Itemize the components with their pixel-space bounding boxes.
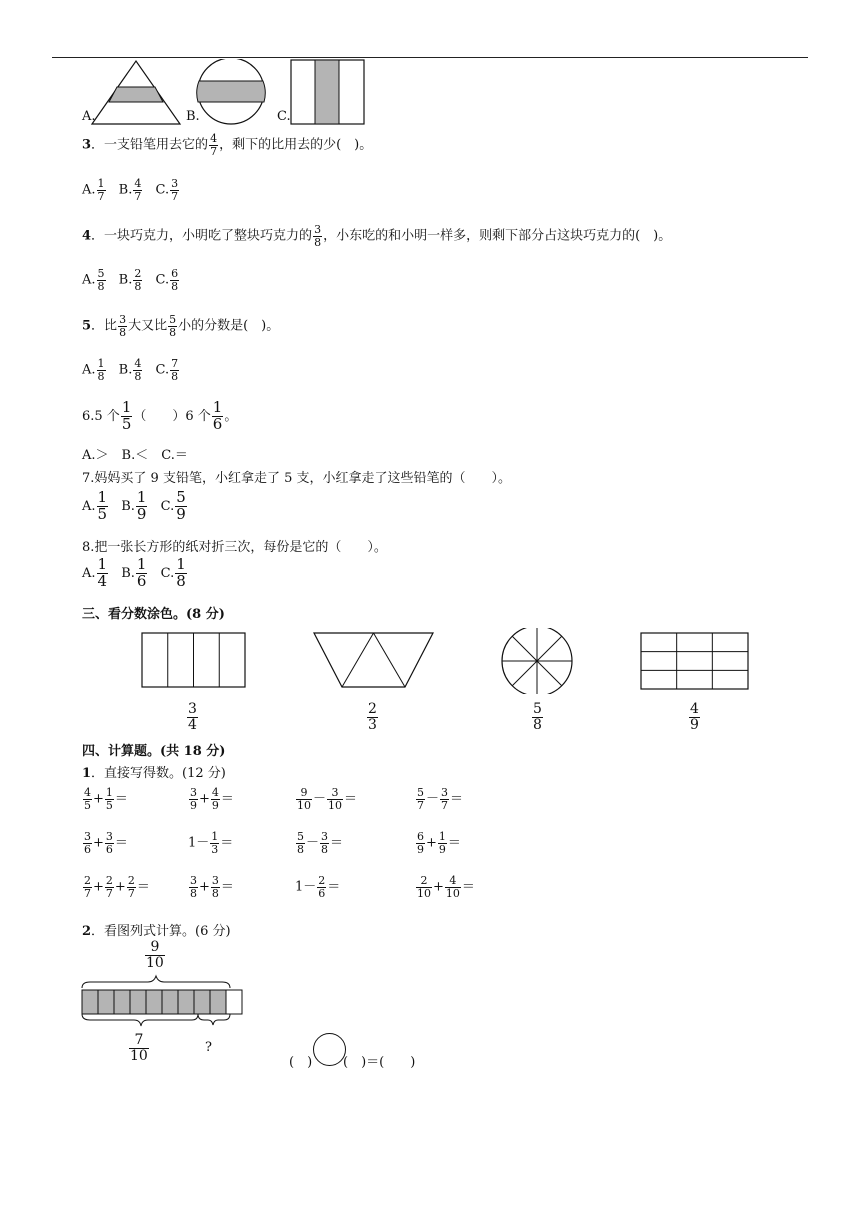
bar-diagram-svg [80, 974, 250, 1034]
calc-expression [82, 875, 150, 899]
q4-number: 4 [82, 228, 92, 244]
q8-option-a: A. $\frac{1}{4}$ [82, 555, 108, 590]
bar-cell-shaded [210, 990, 226, 1014]
q6-fraction-2: $\frac{1}{6}$ [212, 398, 223, 433]
grid-nine-parts [641, 633, 748, 689]
q7-option-b: B. $\frac{1}{9}$ [121, 488, 147, 523]
q8-stem: 8.把一张长方形的纸对折三次，每份是它的（ ）。 [82, 540, 387, 555]
q8-options [82, 557, 196, 590]
q3-text-pre: ．一支铅笔用去它的 [91, 137, 209, 153]
q2-option-c: C. [277, 109, 291, 124]
bar-cell-shaded [130, 990, 146, 1014]
bar-part-fraction: $\frac{7}{10}$ [130, 1032, 148, 1064]
calc-operator: － [313, 791, 327, 807]
q5-fraction-2: $\frac{5}{8}$ [169, 313, 177, 339]
bottom-brace-left [82, 1014, 198, 1026]
section-4-title: 四、计算题。(共 18 分) [82, 744, 226, 759]
bar-cells [82, 990, 242, 1014]
top-brace [82, 976, 230, 988]
calc-fraction: $\frac{4}{5}$ [84, 786, 91, 812]
q4-option-b: B. $\frac{2}{8}$ [118, 267, 142, 293]
calc-operator: + [93, 791, 104, 807]
operator-circle[interactable] [313, 1033, 346, 1066]
calc-fraction: $\frac{1}{3}$ [211, 830, 219, 856]
coloring-label-1: $\frac{3}{4}$ [188, 701, 197, 733]
bar-cell-shaded [98, 990, 114, 1014]
trapezoid-divider [342, 633, 374, 687]
q3-stem [82, 133, 372, 157]
calc-fraction: $\frac{3}{6}$ [105, 830, 113, 856]
calc-expression [415, 787, 463, 811]
calc-operator: 1－ [295, 879, 317, 895]
q5-option-b: B. $\frac{4}{8}$ [118, 357, 142, 383]
section-4-sub-2: 2．看图列式计算。(6 分) [82, 924, 231, 939]
calc-expression [188, 787, 234, 811]
bar-total-fraction: $\frac{9}{10}$ [146, 939, 164, 971]
calc-fraction: $\frac{4}{10}$ [445, 874, 460, 900]
equation-right-blanks[interactable]: ( )＝( ) [343, 1055, 416, 1070]
calc-operator: 1－ [188, 835, 210, 851]
calc-fraction: $\frac{3}{8}$ [190, 874, 197, 900]
calc-fraction: $\frac{2}{7}$ [127, 874, 135, 900]
coloring-figures-svg [130, 628, 770, 694]
calc-operator: ＝ [114, 791, 128, 807]
calc-fraction: $\frac{5}{8}$ [297, 830, 304, 856]
equation-left-blank[interactable]: ( ) [289, 1055, 313, 1070]
calc-fraction: $\frac{2}{10}$ [417, 874, 431, 900]
q2-option-a: A. [82, 109, 96, 124]
q2-figures-svg [82, 59, 372, 125]
bar-cell-shaded [178, 990, 194, 1014]
q7-option-c: C. $\frac{5}{9}$ [160, 488, 186, 523]
q6-fraction-1: $\frac{1}{5}$ [121, 398, 132, 433]
calc-fraction: $\frac{3}{8}$ [321, 830, 329, 856]
q2-figures [82, 59, 372, 125]
q4-options [82, 268, 188, 292]
calc-operator: + [426, 835, 437, 851]
calc-operator: + [114, 879, 126, 895]
bottom-brace-right [198, 1014, 230, 1025]
calc-expression [295, 831, 343, 855]
q8-option-c: C. $\frac{1}{8}$ [160, 555, 186, 590]
calc-expression [415, 831, 461, 855]
coloring-figures [130, 628, 770, 694]
coloring-label-4: $\frac{4}{9}$ [690, 701, 699, 733]
q4-text-post: ，小东吃的和小明一样多，则剩下部分占这块巧克力的( )。 [323, 228, 672, 244]
calc-expression [295, 787, 357, 811]
q4-option-a: A. $\frac{5}{8}$ [82, 267, 105, 293]
calc-fraction: $\frac{3}{10}$ [328, 786, 343, 812]
bar-cell-empty [226, 990, 242, 1014]
q3-options [82, 178, 188, 202]
q4-fraction: $\frac{3}{8}$ [314, 223, 322, 249]
trapezoid-three-parts [314, 633, 433, 687]
q5-stem: 5．比 $\frac{3}{8}$ 大又比 $\frac{5}{8}$ 小的分数是( )。 [82, 313, 280, 339]
rectangle-shaded-band [315, 60, 339, 124]
calc-operator: + [93, 835, 104, 851]
bar-cell-shaded [114, 990, 130, 1014]
calc-operator: ＝ [450, 791, 464, 807]
q4-stem [82, 224, 671, 248]
calc-fraction: $\frac{3}{7}$ [441, 786, 449, 812]
q3-option-a: A. $\frac{1}{7}$ [82, 177, 105, 203]
calc-operator: ＝ [220, 791, 234, 807]
q7-options [82, 490, 196, 523]
q4-option-c: C. $\frac{6}{8}$ [155, 267, 179, 293]
q3-option-c: C. $\frac{3}{7}$ [155, 177, 179, 203]
calc-operator: － [426, 791, 440, 807]
section-3-title: 三、看分数涂色。(8 分) [82, 607, 225, 622]
bar-diagram [80, 974, 250, 1034]
calc-expression [82, 831, 128, 855]
coloring-label-2: $\frac{2}{3}$ [368, 701, 377, 733]
calc-expression [188, 831, 233, 855]
q5-options [82, 358, 188, 382]
section-4-sub-1: 1．直接写得数。(12 分) [82, 766, 226, 781]
calc-operator: － [306, 835, 320, 851]
coloring-label-3: $\frac{5}{8}$ [533, 701, 542, 733]
calc-expression [188, 875, 234, 899]
circle-eight-parts [502, 628, 572, 694]
q3-text-post: ，剩下的比用去的少( )。 [219, 137, 373, 153]
calc-fraction: $\frac{1}{5}$ [105, 786, 113, 812]
calc-operator: + [93, 879, 104, 895]
calc-fraction: $\frac{3}{9}$ [190, 786, 197, 812]
calc-operator: ＝ [447, 835, 461, 851]
bar-cell-shaded [82, 990, 98, 1014]
calc-fraction: $\frac{3}{6}$ [84, 830, 91, 856]
calc-operator: ＝ [344, 791, 358, 807]
calc-operator: ＝ [220, 879, 234, 895]
calc-expression [295, 875, 340, 899]
calc-fraction: $\frac{9}{10}$ [297, 786, 311, 812]
calc-fraction: $\frac{2}{7}$ [84, 874, 91, 900]
calc-operator: + [199, 791, 210, 807]
calc-fraction: $\frac{4}{9}$ [211, 786, 219, 812]
q8-option-b: B. $\frac{1}{6}$ [121, 555, 147, 590]
circle-shaded-band [197, 81, 266, 102]
q5-option-a: A. $\frac{1}{8}$ [82, 357, 105, 383]
q7-stem: 7.妈妈买了 9 支铅笔，小红拿走了 5 支，小红拿走了这些铅笔的（ ）。 [82, 471, 511, 486]
calc-operator: + [433, 879, 444, 895]
q3-fraction: $\frac{4}{7}$ [210, 132, 218, 158]
q5-number: 5 [82, 318, 92, 334]
calc-fraction: $\frac{3}{8}$ [211, 874, 219, 900]
q5-fraction-1: $\frac{3}{8}$ [119, 313, 127, 339]
q3-number: 3 [82, 137, 92, 153]
q2-option-b: B. [186, 109, 200, 124]
triangle-shaded-band [109, 87, 163, 102]
calc-operator: + [199, 879, 210, 895]
calc-expression [82, 787, 128, 811]
calc-operator: ＝ [461, 879, 475, 895]
bar-cell-shaded [146, 990, 162, 1014]
trapezoid-divider [374, 633, 406, 687]
calc-fraction: $\frac{2}{6}$ [318, 874, 326, 900]
calc-expression [415, 875, 475, 899]
calc-fraction: $\frac{5}{7}$ [417, 786, 424, 812]
q3-option-b: B. $\frac{4}{7}$ [118, 177, 142, 203]
calc-operator: ＝ [136, 879, 150, 895]
calc-operator: ＝ [114, 835, 128, 851]
calc-fraction: $\frac{1}{9}$ [438, 830, 446, 856]
question-mark: ? [205, 1040, 212, 1055]
calc-fraction: $\frac{2}{7}$ [105, 874, 113, 900]
calc-operator: ＝ [330, 835, 344, 851]
calc-fraction: $\frac{6}{9}$ [417, 830, 424, 856]
calc-operator: ＝ [220, 835, 234, 851]
q4-text-pre: ．一块巧克力，小明吃了整块巧克力的 [91, 228, 313, 244]
calc-operator: ＝ [327, 879, 341, 895]
bar-cell-shaded [194, 990, 210, 1014]
page-top-rule [52, 57, 808, 58]
bar-cell-shaded [162, 990, 178, 1014]
q7-option-a: A. $\frac{1}{5}$ [82, 488, 108, 523]
q6-options: A.＞ B.＜ C.＝ [82, 448, 188, 463]
q5-option-c: C. $\frac{7}{8}$ [155, 357, 179, 383]
q6-stem: 6.5 个 $\frac{1}{5}$ （ ）6 个 $\frac{1}{6}$ 。 [82, 398, 238, 433]
